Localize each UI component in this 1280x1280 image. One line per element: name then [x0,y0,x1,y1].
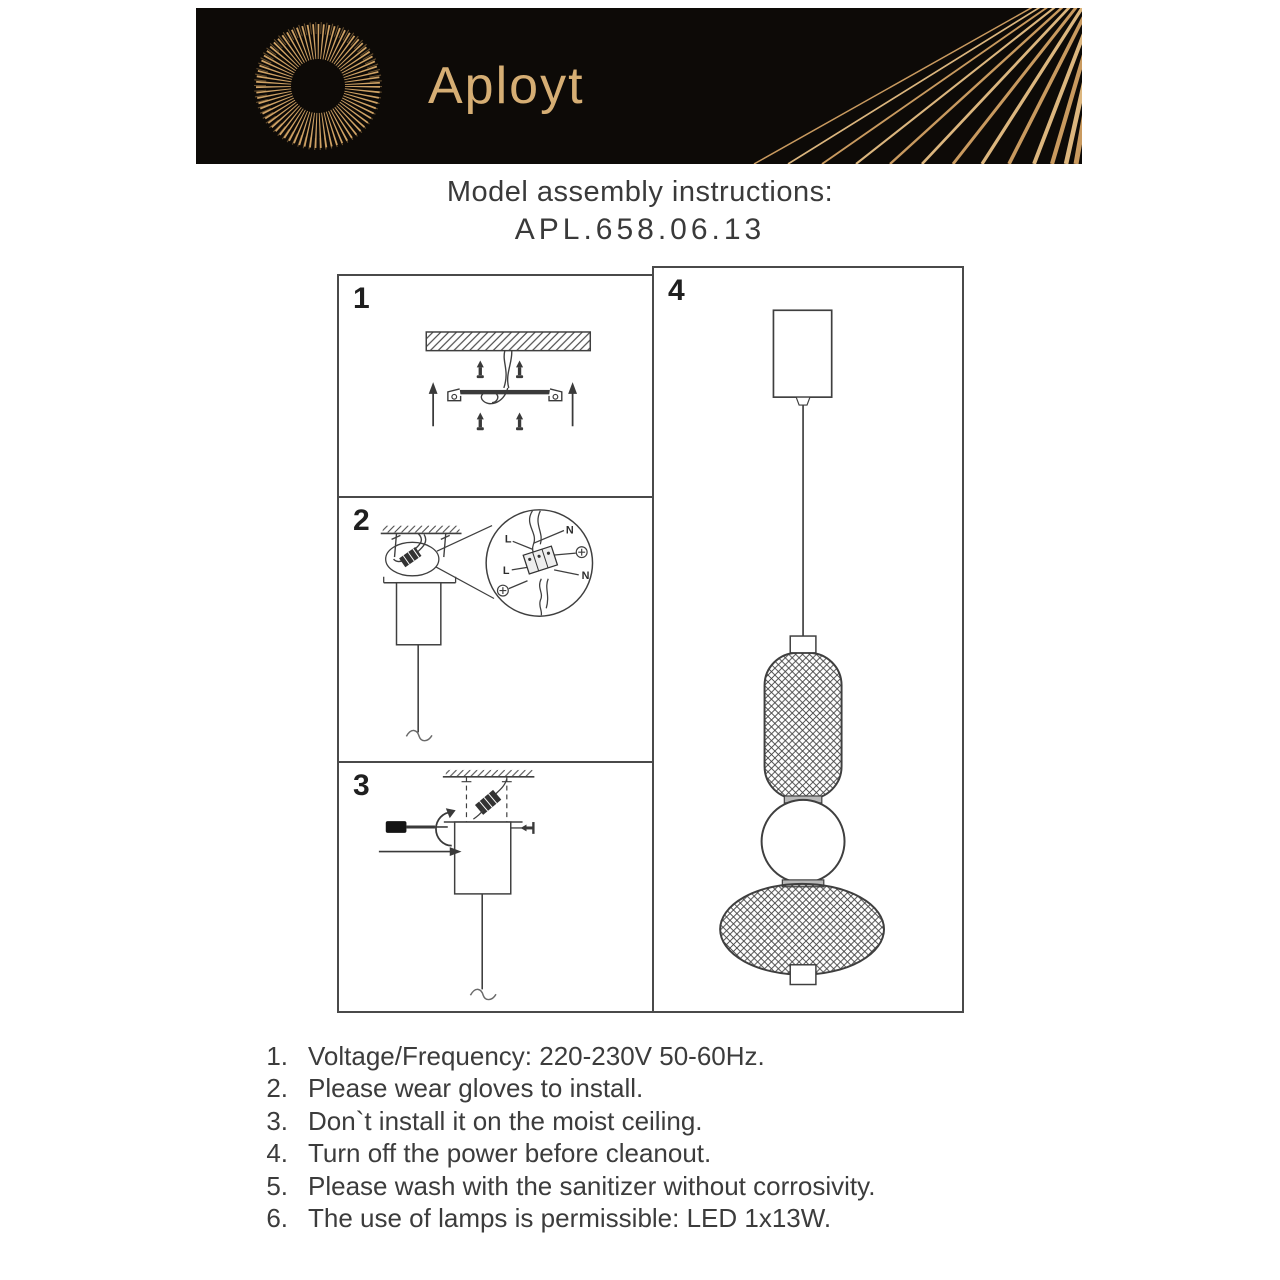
step-3-number: 3 [353,769,370,802]
instruction-number: 6. [266,1203,288,1234]
instruction-text: Please wear gloves to install. [308,1073,644,1104]
step-4-number: 4 [668,274,685,307]
instruction-item [250,1040,875,1072]
instruction-number: 4. [266,1138,288,1169]
instruction-number: 3. [266,1105,288,1136]
instruction-number: 2. [266,1073,288,1104]
rays-decoration-icon [196,8,1082,164]
step-1-panel [337,274,654,498]
instruction-text: Please wash with the sanitizer without corrosivity. [308,1170,876,1201]
instruction-item [250,1105,875,1137]
instruction-item [250,1137,875,1169]
title-block [0,174,1280,249]
instruction-item [250,1170,875,1202]
step-1-diagram [339,276,652,496]
step-2-diagram [339,498,652,761]
instruction-number: 1. [266,1041,288,1071]
step-2-number: 2 [353,504,370,537]
step-3-diagram [339,763,652,1011]
model-number: APL.658.06.13 [514,213,766,246]
instruction-text: Don`t install it on the moist ceiling. [308,1105,703,1136]
instruction-text: The use of lamps is permissible: LED 1x13W. [308,1203,832,1234]
instruction-text: Turn off the power before cleanout. [308,1138,712,1169]
page-title: Model assembly instructions: [446,176,834,208]
brand-name: Aployt [428,57,585,115]
instruction-number: 5. [266,1170,288,1201]
step-4-diagram [654,268,962,1011]
step-3-panel [337,761,654,1013]
instruction-item [250,1072,875,1104]
wiring-label-l-bottom: L [502,564,510,577]
instructions-list [250,1040,875,1234]
instruction-item [250,1202,875,1234]
brand-banner [196,8,1082,164]
step-2-panel [337,496,654,763]
step-1-number: 1 [353,282,370,315]
instruction-text: Voltage/Frequency: 220-230V 50-60Hz. [308,1041,765,1071]
wiring-label-l-top: L [504,533,512,546]
step-4-panel [652,266,964,1013]
wiring-label-n-bottom: N [581,569,590,582]
wiring-label-n-top: N [565,524,574,537]
